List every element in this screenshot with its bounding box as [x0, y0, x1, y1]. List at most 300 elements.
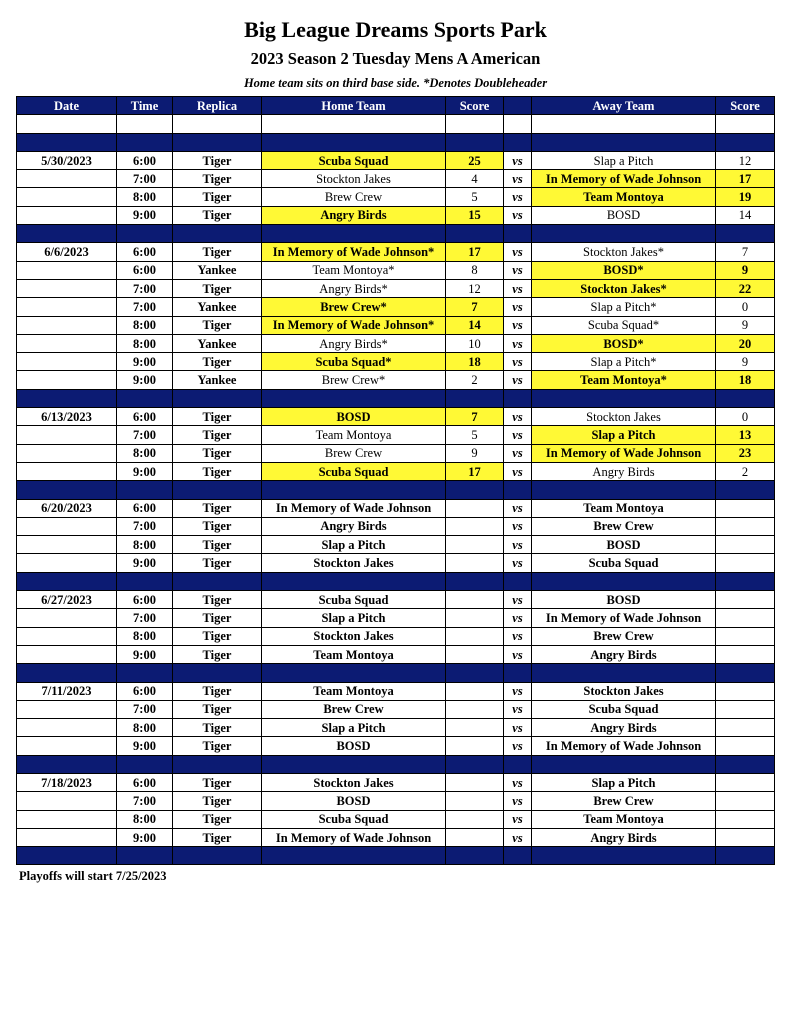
away-score [716, 719, 775, 737]
game-field: Tiger [173, 316, 262, 334]
away-team: Scuba Squad* [532, 316, 716, 334]
game-field: Tiger [173, 536, 262, 554]
game-date [17, 298, 117, 316]
game-row [17, 206, 775, 224]
home-team: Angry Birds [262, 517, 446, 535]
home-score [446, 517, 504, 535]
home-team: Stockton Jakes [262, 554, 446, 572]
away-score: 20 [716, 334, 775, 352]
game-date [17, 700, 117, 718]
away-score [716, 828, 775, 846]
away-team: BOSD [532, 591, 716, 609]
divider-cell [117, 664, 173, 682]
home-score [446, 737, 504, 755]
vs-label: vs [504, 206, 532, 224]
game-date: 6/6/2023 [17, 243, 117, 261]
away-team: Brew Crew [532, 627, 716, 645]
game-date: 6/20/2023 [17, 499, 117, 517]
home-score: 25 [446, 151, 504, 169]
game-field: Yankee [173, 261, 262, 279]
week-divider [17, 664, 775, 682]
divider-cell [532, 133, 716, 151]
game-date [17, 810, 117, 828]
vs-label: vs [504, 645, 532, 663]
home-score [446, 554, 504, 572]
divider-cell [262, 572, 446, 590]
divider-cell [117, 133, 173, 151]
divider-cell [173, 389, 262, 407]
week-divider [17, 389, 775, 407]
game-time: 6:00 [117, 682, 173, 700]
game-date [17, 627, 117, 645]
away-team: Brew Crew [532, 792, 716, 810]
home-score: 9 [446, 444, 504, 462]
divider-cell [504, 481, 532, 499]
game-row [17, 499, 775, 517]
game-row [17, 536, 775, 554]
game-date [17, 554, 117, 572]
game-date: 5/30/2023 [17, 151, 117, 169]
divider-cell [716, 115, 775, 133]
away-team: Team Montoya [532, 188, 716, 206]
divider-cell [716, 572, 775, 590]
away-team: Slap a Pitch [532, 151, 716, 169]
home-score: 7 [446, 298, 504, 316]
vs-label: vs [504, 444, 532, 462]
game-row [17, 792, 775, 810]
away-team: Scuba Squad [532, 554, 716, 572]
game-field: Tiger [173, 170, 262, 188]
divider-cell [17, 847, 117, 865]
vs-label: vs [504, 773, 532, 791]
game-row [17, 462, 775, 480]
week-divider [17, 481, 775, 499]
game-row [17, 627, 775, 645]
game-field: Tiger [173, 554, 262, 572]
home-team: Angry Birds [262, 206, 446, 224]
away-team: In Memory of Wade Johnson [532, 737, 716, 755]
home-team: Team Montoya [262, 682, 446, 700]
away-score: 17 [716, 170, 775, 188]
game-date [17, 517, 117, 535]
divider-cell [262, 115, 446, 133]
game-field: Tiger [173, 627, 262, 645]
away-team: Angry Birds [532, 719, 716, 737]
game-field: Tiger [173, 243, 262, 261]
home-score [446, 536, 504, 554]
divider-cell [504, 225, 532, 243]
divider-cell [17, 133, 117, 151]
game-row [17, 517, 775, 535]
home-team: Brew Crew [262, 700, 446, 718]
game-date [17, 206, 117, 224]
home-score: 2 [446, 371, 504, 389]
away-team: In Memory of Wade Johnson [532, 170, 716, 188]
vs-label: vs [504, 426, 532, 444]
home-score: 8 [446, 261, 504, 279]
week-divider [17, 133, 775, 151]
away-score [716, 700, 775, 718]
home-score: 12 [446, 279, 504, 297]
home-score [446, 645, 504, 663]
divider-cell [117, 481, 173, 499]
divider-cell [446, 225, 504, 243]
home-score [446, 682, 504, 700]
divider-cell [446, 572, 504, 590]
game-time: 7:00 [117, 609, 173, 627]
divider-cell [117, 572, 173, 590]
home-team: Stockton Jakes [262, 773, 446, 791]
divider-cell [173, 572, 262, 590]
vs-label: vs [504, 353, 532, 371]
game-row [17, 334, 775, 352]
vs-label: vs [504, 188, 532, 206]
away-score [716, 737, 775, 755]
home-score: 5 [446, 426, 504, 444]
game-time: 6:00 [117, 499, 173, 517]
divider-cell [532, 572, 716, 590]
away-score [716, 517, 775, 535]
home-score [446, 810, 504, 828]
home-team: BOSD [262, 408, 446, 426]
game-field: Tiger [173, 517, 262, 535]
game-date [17, 353, 117, 371]
away-score [716, 499, 775, 517]
game-date [17, 719, 117, 737]
home-score [446, 828, 504, 846]
away-team: Angry Birds [532, 828, 716, 846]
game-row [17, 279, 775, 297]
away-team: Stockton Jakes [532, 682, 716, 700]
home-score [446, 700, 504, 718]
game-time: 9:00 [117, 828, 173, 846]
divider-cell [446, 481, 504, 499]
home-team: In Memory of Wade Johnson* [262, 243, 446, 261]
game-field: Tiger [173, 828, 262, 846]
game-row [17, 554, 775, 572]
week-divider [17, 572, 775, 590]
vs-label: vs [504, 408, 532, 426]
game-time: 7:00 [117, 792, 173, 810]
game-time: 8:00 [117, 536, 173, 554]
game-date [17, 334, 117, 352]
vs-label: vs [504, 243, 532, 261]
vs-label: vs [504, 298, 532, 316]
divider-cell [716, 755, 775, 773]
divider-cell [117, 755, 173, 773]
divider-cell [716, 664, 775, 682]
page-subtitle: 2023 Season 2 Tuesday Mens A American [250, 49, 541, 68]
vs-label: vs [504, 499, 532, 517]
home-team: Scuba Squad [262, 591, 446, 609]
game-time: 8:00 [117, 316, 173, 334]
divider-cell [262, 225, 446, 243]
game-date [17, 737, 117, 755]
week-divider [17, 847, 775, 865]
game-time: 8:00 [117, 188, 173, 206]
game-time: 6:00 [117, 408, 173, 426]
away-team: Slap a Pitch [532, 773, 716, 791]
away-score: 12 [716, 151, 775, 169]
home-team: Scuba Squad [262, 462, 446, 480]
divider-cell [262, 755, 446, 773]
header-date: Date [17, 97, 117, 115]
away-team: BOSD [532, 536, 716, 554]
game-date [17, 828, 117, 846]
game-date [17, 188, 117, 206]
away-score [716, 591, 775, 609]
away-score [716, 609, 775, 627]
divider-cell [532, 755, 716, 773]
home-team: Angry Birds* [262, 279, 446, 297]
game-field: Tiger [173, 719, 262, 737]
vs-label: vs [504, 828, 532, 846]
game-time: 9:00 [117, 371, 173, 389]
away-team: BOSD [532, 206, 716, 224]
away-team: In Memory of Wade Johnson [532, 609, 716, 627]
game-row [17, 170, 775, 188]
game-field: Tiger [173, 426, 262, 444]
game-time: 8:00 [117, 719, 173, 737]
home-team: Team Montoya [262, 426, 446, 444]
game-time: 7:00 [117, 517, 173, 535]
divider-cell [173, 847, 262, 865]
divider-cell [173, 755, 262, 773]
away-team: In Memory of Wade Johnson [532, 444, 716, 462]
game-field: Tiger [173, 151, 262, 169]
away-score [716, 810, 775, 828]
divider-cell [532, 664, 716, 682]
home-team: Scuba Squad [262, 810, 446, 828]
game-row [17, 828, 775, 846]
divider-cell [446, 755, 504, 773]
divider-cell [716, 481, 775, 499]
away-score [716, 627, 775, 645]
game-date: 7/11/2023 [17, 682, 117, 700]
home-score [446, 719, 504, 737]
away-score [716, 682, 775, 700]
away-score: 0 [716, 298, 775, 316]
home-score [446, 499, 504, 517]
divider-cell [504, 572, 532, 590]
away-team: Brew Crew [532, 517, 716, 535]
divider-cell [532, 389, 716, 407]
game-time: 8:00 [117, 627, 173, 645]
game-row [17, 645, 775, 663]
home-score: 17 [446, 243, 504, 261]
vs-label: vs [504, 700, 532, 718]
divider-cell [532, 225, 716, 243]
away-score: 7 [716, 243, 775, 261]
game-field: Tiger [173, 737, 262, 755]
game-time: 6:00 [117, 151, 173, 169]
header-away-team: Away Team [532, 97, 716, 115]
game-field: Tiger [173, 462, 262, 480]
game-time: 6:00 [117, 773, 173, 791]
week-divider [17, 755, 775, 773]
game-row [17, 810, 775, 828]
game-date [17, 170, 117, 188]
home-score: 15 [446, 206, 504, 224]
home-team: Slap a Pitch [262, 536, 446, 554]
game-time: 9:00 [117, 353, 173, 371]
game-row [17, 261, 775, 279]
home-team: Scuba Squad* [262, 353, 446, 371]
away-score: 19 [716, 188, 775, 206]
game-date: 6/13/2023 [17, 408, 117, 426]
away-team: BOSD* [532, 261, 716, 279]
divider-cell [446, 664, 504, 682]
divider-cell [262, 389, 446, 407]
home-score: 7 [446, 408, 504, 426]
game-time: 8:00 [117, 810, 173, 828]
home-team: Scuba Squad [262, 151, 446, 169]
game-field: Tiger [173, 408, 262, 426]
vs-label: vs [504, 627, 532, 645]
schedule-body [17, 115, 775, 865]
game-date [17, 462, 117, 480]
divider-cell [716, 847, 775, 865]
divider-cell [504, 115, 532, 133]
game-date [17, 645, 117, 663]
game-time: 6:00 [117, 261, 173, 279]
away-team: BOSD* [532, 334, 716, 352]
away-score: 0 [716, 408, 775, 426]
home-team: Team Montoya* [262, 261, 446, 279]
divider-cell [504, 755, 532, 773]
home-score: 5 [446, 188, 504, 206]
away-score: 9 [716, 316, 775, 334]
away-team: Team Montoya [532, 810, 716, 828]
game-time: 6:00 [117, 243, 173, 261]
home-score: 17 [446, 462, 504, 480]
away-score: 22 [716, 279, 775, 297]
home-team: Brew Crew [262, 188, 446, 206]
away-score [716, 536, 775, 554]
home-team: Brew Crew* [262, 371, 446, 389]
divider-cell [532, 115, 716, 133]
divider-cell [17, 481, 117, 499]
game-time: 7:00 [117, 426, 173, 444]
game-field: Tiger [173, 792, 262, 810]
home-team: Stockton Jakes [262, 627, 446, 645]
game-date [17, 371, 117, 389]
away-score [716, 792, 775, 810]
divider-cell [446, 389, 504, 407]
game-time: 9:00 [117, 645, 173, 663]
header-home-score: Score [446, 97, 504, 115]
home-team: Brew Crew* [262, 298, 446, 316]
away-team: Team Montoya* [532, 371, 716, 389]
week-divider [17, 225, 775, 243]
home-score: 18 [446, 353, 504, 371]
divider-cell [504, 847, 532, 865]
divider-cell [446, 133, 504, 151]
game-field: Tiger [173, 188, 262, 206]
game-row [17, 773, 775, 791]
header-row [17, 97, 775, 115]
away-score: 23 [716, 444, 775, 462]
vs-label: vs [504, 517, 532, 535]
divider-cell [532, 481, 716, 499]
away-team: Stockton Jakes* [532, 279, 716, 297]
game-field: Tiger [173, 499, 262, 517]
away-team: Stockton Jakes [532, 408, 716, 426]
divider-cell [173, 664, 262, 682]
home-team: Stockton Jakes [262, 170, 446, 188]
game-row [17, 591, 775, 609]
game-row [17, 444, 775, 462]
game-time: 9:00 [117, 462, 173, 480]
game-row [17, 408, 775, 426]
away-team: Scuba Squad [532, 700, 716, 718]
game-time: 9:00 [117, 737, 173, 755]
divider-cell [173, 133, 262, 151]
divider-cell [117, 225, 173, 243]
game-field: Yankee [173, 298, 262, 316]
divider-cell [262, 481, 446, 499]
game-row [17, 188, 775, 206]
game-time: 7:00 [117, 170, 173, 188]
home-score [446, 773, 504, 791]
home-team: Angry Birds* [262, 334, 446, 352]
divider-cell [716, 389, 775, 407]
game-time: 9:00 [117, 554, 173, 572]
game-field: Tiger [173, 700, 262, 718]
vs-label: vs [504, 792, 532, 810]
game-row [17, 719, 775, 737]
away-score [716, 645, 775, 663]
game-row [17, 353, 775, 371]
divider-cell [17, 664, 117, 682]
away-score [716, 554, 775, 572]
vs-label: vs [504, 719, 532, 737]
home-team: Team Montoya [262, 645, 446, 663]
away-score: 14 [716, 206, 775, 224]
game-row [17, 700, 775, 718]
divider-cell [446, 115, 504, 133]
game-row [17, 316, 775, 334]
game-time: 6:00 [117, 591, 173, 609]
game-field: Tiger [173, 206, 262, 224]
game-field: Tiger [173, 609, 262, 627]
vs-label: vs [504, 737, 532, 755]
vs-label: vs [504, 261, 532, 279]
game-field: Yankee [173, 371, 262, 389]
divider-cell [262, 133, 446, 151]
vs-label: vs [504, 536, 532, 554]
divider-cell [17, 389, 117, 407]
game-time: 9:00 [117, 206, 173, 224]
divider-cell [504, 389, 532, 407]
home-score [446, 792, 504, 810]
divider-cell [173, 481, 262, 499]
home-team: In Memory of Wade Johnson [262, 499, 446, 517]
game-field: Tiger [173, 353, 262, 371]
away-team: Team Montoya [532, 499, 716, 517]
home-score: 4 [446, 170, 504, 188]
header-away-score: Score [716, 97, 775, 115]
away-team: Angry Birds [532, 462, 716, 480]
header-time: Time [117, 97, 173, 115]
game-date [17, 792, 117, 810]
game-time: 7:00 [117, 279, 173, 297]
vs-label: vs [504, 462, 532, 480]
game-time: 8:00 [117, 444, 173, 462]
game-date [17, 609, 117, 627]
game-date [17, 426, 117, 444]
away-team: Slap a Pitch [532, 426, 716, 444]
